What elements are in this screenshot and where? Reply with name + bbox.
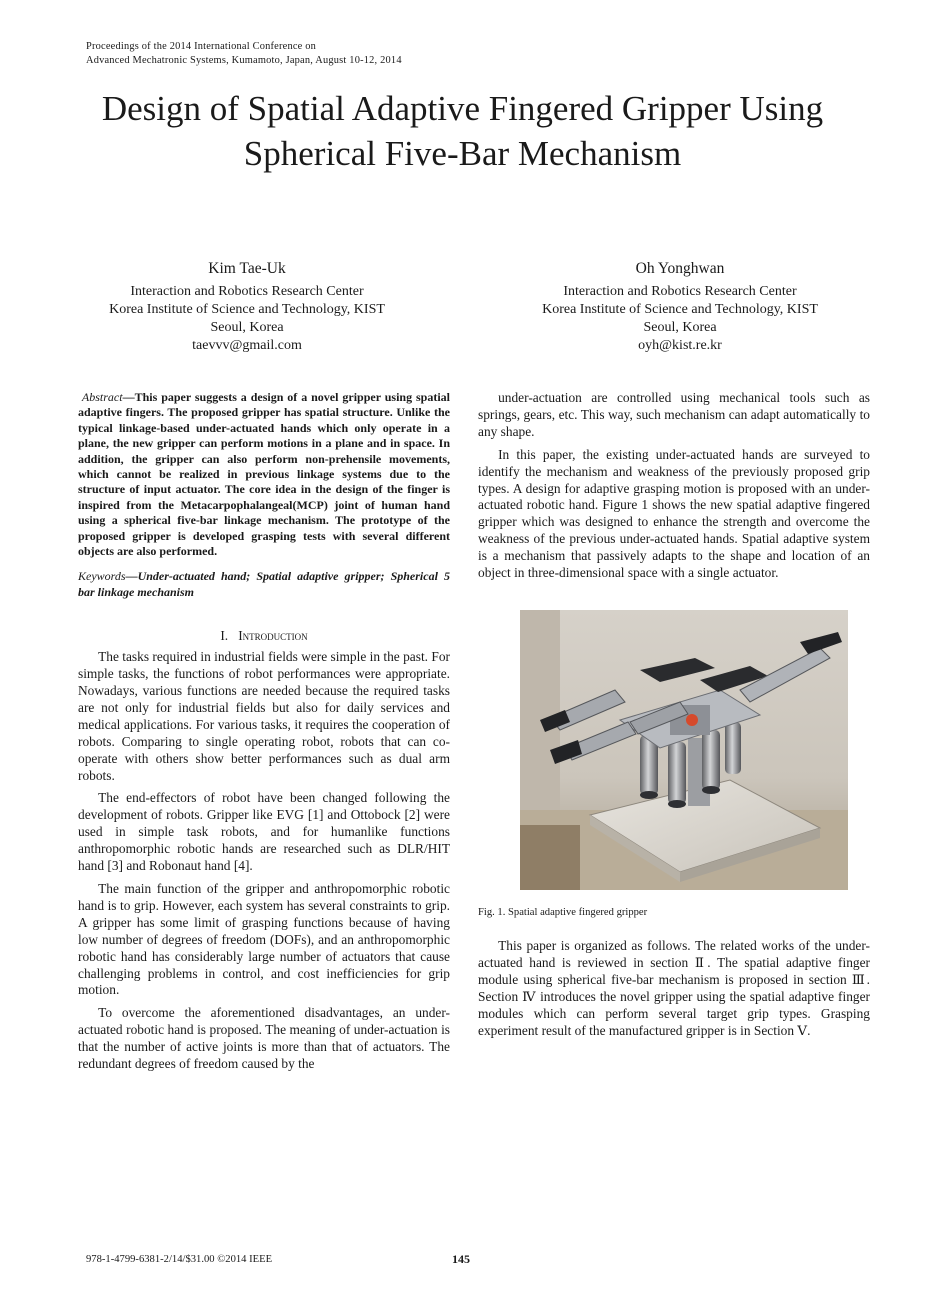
paragraph: The end-effectors of robot have been changed following the development of robots. Gripper like EVG [1] and Ottobock [2] were used in simple task robots, and for humanlike functions anthropomorphic robotic hands are researched such as DLR/HIT hand [3] and Robonaut hand [4]. <box>78 790 450 874</box>
title-line-1: Design of Spatial Adaptive Fingered Gripper Using <box>101 89 824 128</box>
proceedings-line-1: Proceedings of the 2014 International Conference on <box>86 41 317 52</box>
author-affiliation: Interaction and Robotics Research Center <box>563 284 797 299</box>
author-block-1 <box>77 260 417 355</box>
page-number: 145 <box>452 1252 470 1266</box>
author-location: Seoul, Korea <box>643 320 717 335</box>
paragraph: under-actuation are controlled using mechanical tools such as springs, gears, etc. This way, such mechanism can adapt automatically to any shape. <box>478 390 870 439</box>
section-title: Introduction <box>238 628 308 644</box>
abstract <box>78 390 450 559</box>
keywords-text: —Under-actuated hand; Spatial adaptive gripper; Spherical 5 bar linkage mechanism <box>78 569 450 599</box>
paragraph: The tasks required in industrial fields were simple in the past. For simple tasks, the functions of robot performances were appropriate. Nowadays, various functions are needed because the required tasks are not only for industrial fields but also for daily services and medical applications. For various tasks, it requires the cooperation of robots. Comparing to single operating robot, robots that can co-operate with others show better performances such as dual arm robots. <box>78 649 450 783</box>
section-heading-introduction <box>78 628 450 645</box>
paragraph: To overcome the aforementioned disadvantages, an under-actuated robotic hand is proposed. The meaning of under-actuation is that the number of active joints is more than that of actuators. The redundant degrees of freedom caused by the <box>78 1005 450 1072</box>
author-name: Oh Yonghwan <box>635 260 725 277</box>
left-column <box>78 390 450 1079</box>
paragraph: In this paper, the existing under-actuated hands are surveyed to identify the mechanism and weakness of the previously proposed grip types. A design for adaptive grasping motion is proposed with an under-actuated robotic hand. Figure 1 shows the new spatial adaptive fingered gripper which was designed to enhance the strength and overcome the weakness of the previous under-actuated hands. Spatial adaptive system is a mechanism that passively adapts to the shape and location of an object in three-dimensional space with a single actuator. <box>478 446 870 581</box>
keywords-label: Keywords <box>78 569 126 584</box>
author-block-2 <box>510 260 850 355</box>
author-name: Kim Tae-Uk <box>208 260 286 277</box>
author-location: Seoul, Korea <box>210 320 284 335</box>
author-email[interactable]: taevvv@gmail.com <box>192 338 302 353</box>
author-institute: Korea Institute of Science and Technology, KIST <box>109 302 385 317</box>
right-column-lower <box>478 938 870 1045</box>
abstract-label: Abstract <box>81 390 123 404</box>
paper-title <box>40 86 885 176</box>
paragraph: This paper is organized as follows. The related works of the under-actuated hand is reviewed in section Ⅱ. The spatial adaptive finger module using spherical five-bar mechanism is proposed in section Ⅲ. Section Ⅳ introduces the novel gripper using the spatial adaptive finger modules which can perform several target grip types. Grasping experiment result of the manufactured gripper is in Section Ⅴ. <box>478 938 870 1038</box>
right-column <box>478 390 870 588</box>
proceedings-line-2: Advanced Mechatronic Systems, Kumamoto, Japan, August 10-12, 2014 <box>86 55 402 66</box>
gripper-illustration <box>520 610 848 890</box>
author-email[interactable]: oyh@kist.re.kr <box>638 338 722 353</box>
keywords <box>78 569 450 600</box>
abstract-text: —This paper suggests a design of a novel gripper using spatial adaptive fingers. The proposed gripper has spatial structure. Unlike the typical linkage-based under-actuated hands which only operate in a plane, the new gripper can perform motions in a plane and in space. In addition, the gripper can also perform non-prehensile movements, which cannot be realized in previous linkage systems due to the structure of input actuator. The core idea in the design of the finger is inspired from the Metacarpophalangeal(MCP) joint of human hand using a spherical five-bar linkage mechanism. The prototype of the proposed gripper is developed grasping tests with several different objects are also performed. <box>78 390 451 559</box>
author-affiliation: Interaction and Robotics Research Center <box>130 284 364 299</box>
footer-isbn: 978-1-4799-6381-2/14/$31.00 ©2014 IEEE <box>86 1254 273 1265</box>
section-number: I. <box>220 628 229 644</box>
paragraph: The main function of the gripper and anthropomorphic robotic hand is to grip. However, each system has several constraints to grip. A gripper has some limit of grasping functions because of having low number of degrees of freedom (DOFs), and an anthropomorphic robotic hand has considerably large number of actuators that cause challenging problems in control, and cost inefficiencies for grip motion. <box>78 880 450 998</box>
author-institute: Korea Institute of Science and Technology, KIST <box>542 302 818 317</box>
gripper-photo <box>520 610 848 890</box>
title-line-2: Spherical Five-Bar Mechanism <box>243 134 682 173</box>
figure-caption: Fig. 1. Spatial adaptive fingered gripper <box>478 907 648 918</box>
proceedings-header <box>86 40 402 68</box>
